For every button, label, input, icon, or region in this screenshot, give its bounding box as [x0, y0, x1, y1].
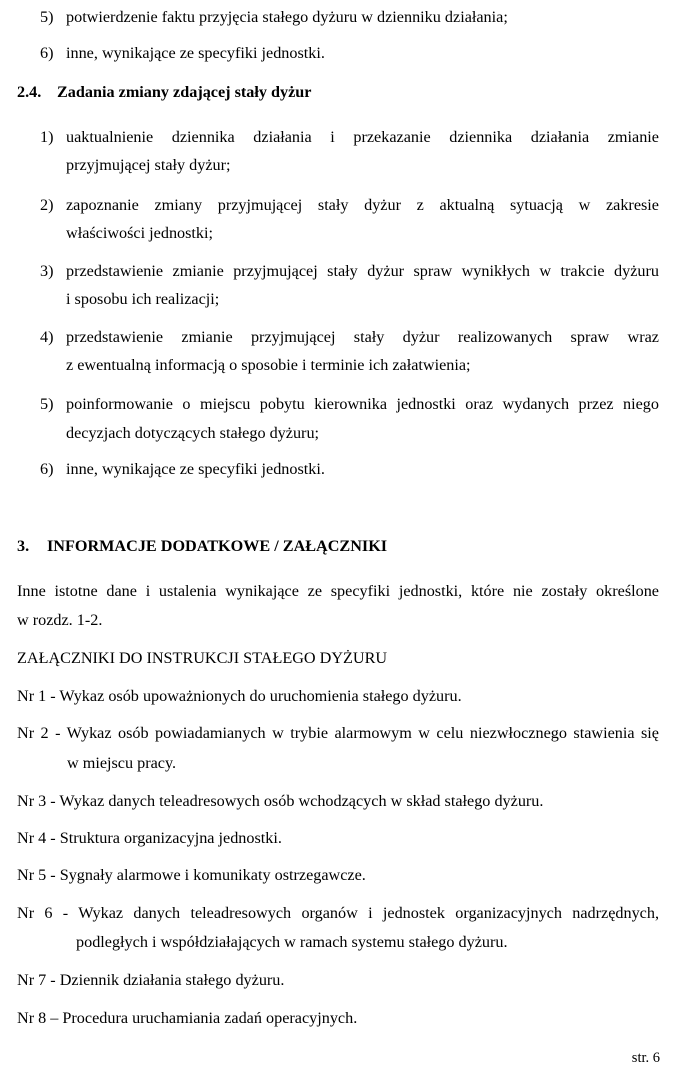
list-item-number: 6): [40, 460, 54, 478]
section-title: Zadania zmiany zdającej stały dyżur: [57, 83, 312, 101]
list-item-text-continued: i sposobu ich realizacji;: [66, 290, 220, 308]
paragraph-text-continued: w rozdz. 1-2.: [17, 611, 103, 629]
attachment-item: Nr 8 – Procedura uruchamiania zadań operacyjnych.: [17, 1009, 358, 1027]
attachment-item-continued: w miejscu pracy.: [67, 754, 177, 772]
list-item-text: zapoznanie zmiany przyjmującej stały dyżur z aktualną sytuacją w zakresie: [66, 196, 659, 214]
list-item-number: 2): [40, 196, 54, 214]
attachment-item: Nr 4 - Struktura organizacyjna jednostki.: [17, 829, 282, 847]
section-number: 3.: [17, 537, 30, 555]
list-item-number: 5): [40, 395, 54, 413]
attachment-item: Nr 6 - Wykaz danych teleadresowych organów i jednostek organizacyjnych nadrzędnych,: [17, 904, 659, 922]
list-item-text: inne, wynikające ze specyfiki jednostki.: [66, 460, 325, 478]
list-item-number: 3): [40, 262, 54, 280]
list-item-text-continued: właściwości jednostki;: [66, 224, 214, 242]
section-title: INFORMACJE DODATKOWE / ZAŁĄCZNIKI: [47, 537, 388, 555]
list-item-number: 5): [40, 8, 54, 26]
list-item-text: poinformowanie o miejscu pobytu kierownika jednostki oraz wydanych przez niego: [66, 395, 659, 413]
attachments-heading: ZAŁĄCZNIKI DO INSTRUKCJI STAŁEGO DYŻURU: [17, 649, 388, 667]
attachment-item: Nr 2 - Wykaz osób powiadamianych w trybie alarmowym w celu niezwłocznego stawienia się: [17, 724, 659, 742]
list-item-text-continued: z ewentualną informacją o sposobie i terminie ich załatwienia;: [66, 356, 471, 374]
list-item-text: uaktualnienie dziennika działania i przekazanie dziennika działania zmianie: [66, 128, 659, 146]
list-item-text: przedstawienie zmianie przyjmującej stały dyżur spraw wynikłych w trakcie dyżuru: [66, 262, 659, 280]
list-item-text: przedstawienie zmianie przyjmującej stały dyżur realizowanych spraw wraz: [66, 328, 659, 346]
list-item-number: 1): [40, 128, 54, 146]
list-item-number: 6): [40, 44, 54, 62]
section-number: 2.4.: [17, 83, 42, 101]
list-item-text: potwierdzenie faktu przyjęcia stałego dyżuru w dzienniku działania;: [66, 8, 508, 26]
list-item-number: 4): [40, 328, 54, 346]
attachment-item: Nr 7 - Dziennik działania stałego dyżuru.: [17, 971, 285, 989]
list-item-text-continued: decyzjach dotyczących stałego dyżuru;: [66, 424, 320, 442]
paragraph-text: Inne istotne dane i ustalenia wynikające ze specyfiki jednostki, które nie zostały określone: [17, 582, 659, 600]
list-item-text-continued: przyjmującej stały dyżur;: [66, 156, 231, 174]
attachment-item: Nr 1 - Wykaz osób upoważnionych do uruchomienia stałego dyżuru.: [17, 687, 462, 705]
list-item-text: inne, wynikające ze specyfiki jednostki.: [66, 44, 325, 62]
page-number: str. 6: [631, 1050, 660, 1066]
attachment-item-continued: podległych i współdziałających w ramach systemu stałego dyżuru.: [76, 933, 508, 951]
attachment-item: Nr 3 - Wykaz danych teleadresowych osób wchodzących w skład stałego dyżuru.: [17, 792, 544, 810]
attachment-item: Nr 5 - Sygnały alarmowe i komunikaty ostrzegawcze.: [17, 866, 366, 884]
